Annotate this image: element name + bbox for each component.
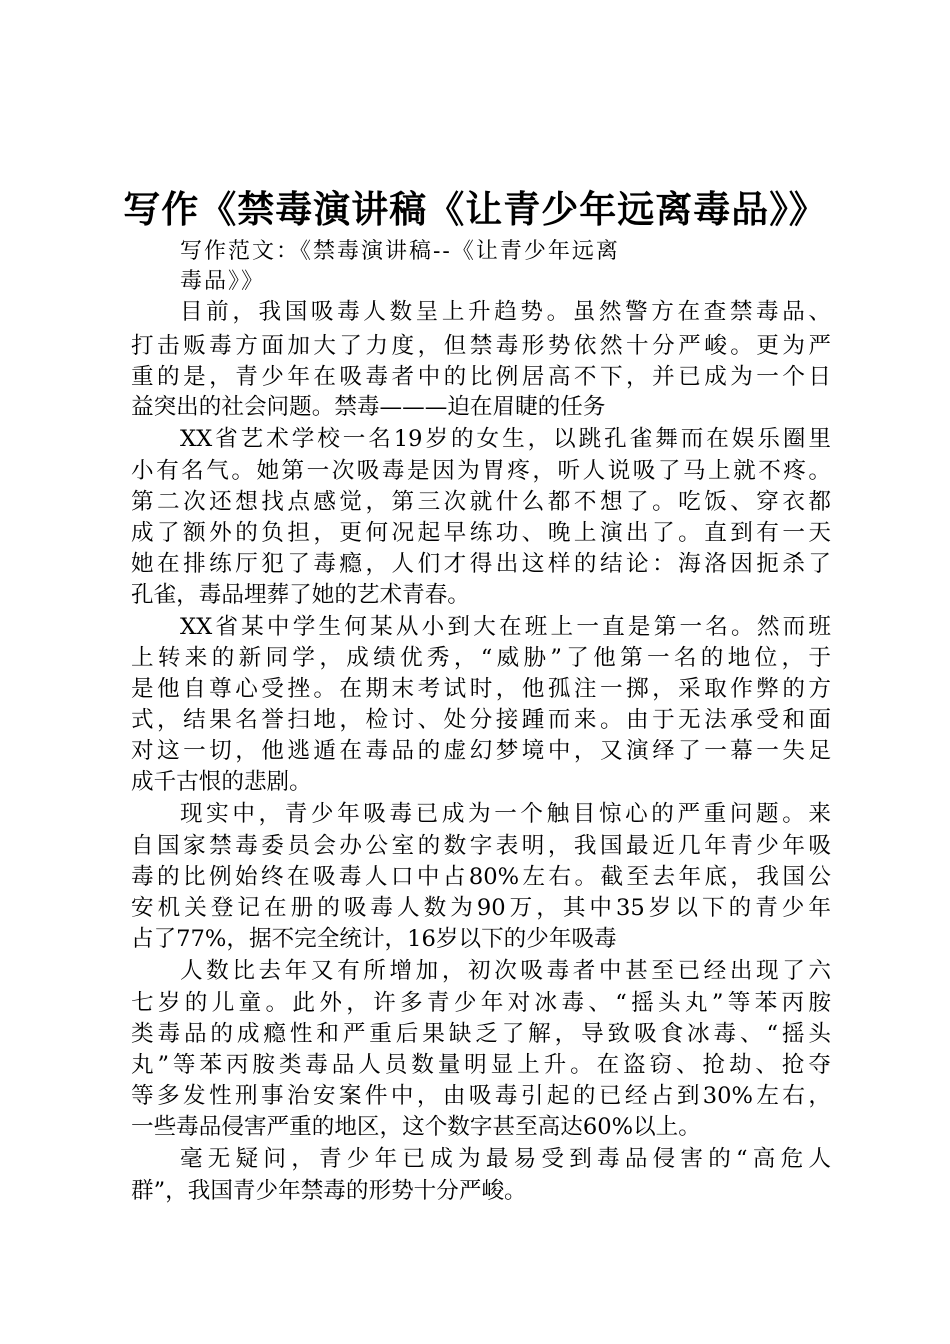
paragraph-1-line-1: 目前，我国吸毒人数呈上升趋势。虽然警方在查禁毒品、 bbox=[180, 299, 831, 325]
paragraph-4-line-2: 自国家禁毒委员会办公室的数字表明，我国最近几年青少年吸 bbox=[131, 833, 831, 859]
paragraph-5-line-6: 一些毒品侵害严重的地区，这个数字甚至高达60%以上。 bbox=[131, 1114, 701, 1140]
paragraph-2-line-1: XX省艺术学校一名19岁的女生，以跳孔雀舞而在娱乐圈里 bbox=[180, 426, 831, 452]
paragraph-2-line-3: 第二次还想找点感觉，第三次就什么都不想了。吃饭、穿衣都 bbox=[131, 489, 831, 515]
document-subtitle-continued: 毒品》》 bbox=[180, 269, 266, 294]
paragraph-5-line-4: 丸”等苯丙胺类毒品人员数量明显上升。在盗窃、抢劫、抢夺 bbox=[131, 1052, 831, 1078]
document-title: 写作《禁毒演讲稿《让青少年远离毒品》》 bbox=[123, 187, 827, 231]
paragraph-5-line-3: 类毒品的成瘾性和严重后果缺乏了解，导致吸食冰毒、“摇头 bbox=[131, 1021, 831, 1047]
paragraph-2-line-5: 她在排练厅犯了毒瘾，人们才得出这样的结论：海洛因扼杀了 bbox=[131, 551, 831, 577]
paragraph-2-line-2: 小有名气。她第一次吸毒是因为胃疼，听人说吸了马上就不疼。 bbox=[131, 458, 831, 484]
paragraph-2-line-6: 孔雀，毒品埋葬了她的艺术青春。 bbox=[131, 582, 470, 608]
paragraph-5-line-5: 等多发性刑事治安案件中，由吸毒引起的已经占到30%左右， bbox=[131, 1083, 831, 1109]
paragraph-4-line-4: 安机关登记在册的吸毒人数为90万，其中35岁以下的青少年 bbox=[131, 895, 831, 921]
document-subtitle: 写作范文：《禁毒演讲稿--《让青少年远离 bbox=[180, 239, 620, 264]
paragraph-6-line-1: 毫无疑问，青少年已成为最易受到毒品侵害的“高危人 bbox=[180, 1146, 831, 1172]
paragraph-6-line-2: 群”，我国青少年禁毒的形势十分严峻。 bbox=[131, 1178, 527, 1204]
paragraph-5-line-2: 七岁的儿童。此外，许多青少年对冰毒、“摇头丸”等苯丙胺 bbox=[131, 990, 831, 1016]
paragraph-3-line-6: 成千古恨的悲剧。 bbox=[131, 769, 312, 795]
paragraph-3-line-2: 上转来的新同学，成绩优秀，“威胁”了他第一名的地位，于 bbox=[131, 645, 831, 671]
paragraph-1-line-2: 打击贩毒方面加大了力度，但禁毒形势依然十分严峻。更为严 bbox=[131, 333, 831, 359]
paragraph-1-line-3: 重的是，青少年在吸毒者中的比例居高不下，并已成为一个日 bbox=[131, 364, 831, 390]
paragraph-3-line-5: 对这一切，他逃遁在毒品的虚幻梦境中，又演绎了一幕一失足 bbox=[131, 738, 831, 764]
paragraph-1-line-4: 益突出的社会问题。禁毒———迫在眉睫的任务 bbox=[131, 394, 606, 420]
paragraph-4-line-1: 现实中，青少年吸毒已成为一个触目惊心的严重问题。来 bbox=[180, 801, 831, 827]
paragraph-3-line-3: 是他自尊心受挫。在期末考试时，他孤注一掷，采取作弊的方 bbox=[131, 676, 831, 702]
paragraph-3-line-4: 式，结果名誉扫地，检讨、处分接踵而来。由于无法承受和面 bbox=[131, 707, 831, 733]
paragraph-5-line-1: 人数比去年又有所增加，初次吸毒者中甚至已经出现了六 bbox=[180, 958, 831, 984]
paragraph-4-line-5: 占了77%，据不完全统计，16岁以下的少年吸毒 bbox=[131, 926, 617, 952]
paragraph-2-line-4: 成了额外的负担，更何况起早练功、晚上演出了。直到有一天 bbox=[131, 520, 831, 546]
paragraph-4-line-3: 毒的比例始终在吸毒人口中占80%左右。截至去年底，我国公 bbox=[131, 864, 831, 890]
paragraph-3-line-1: XX省某中学生何某从小到大在班上一直是第一名。然而班 bbox=[180, 614, 831, 640]
